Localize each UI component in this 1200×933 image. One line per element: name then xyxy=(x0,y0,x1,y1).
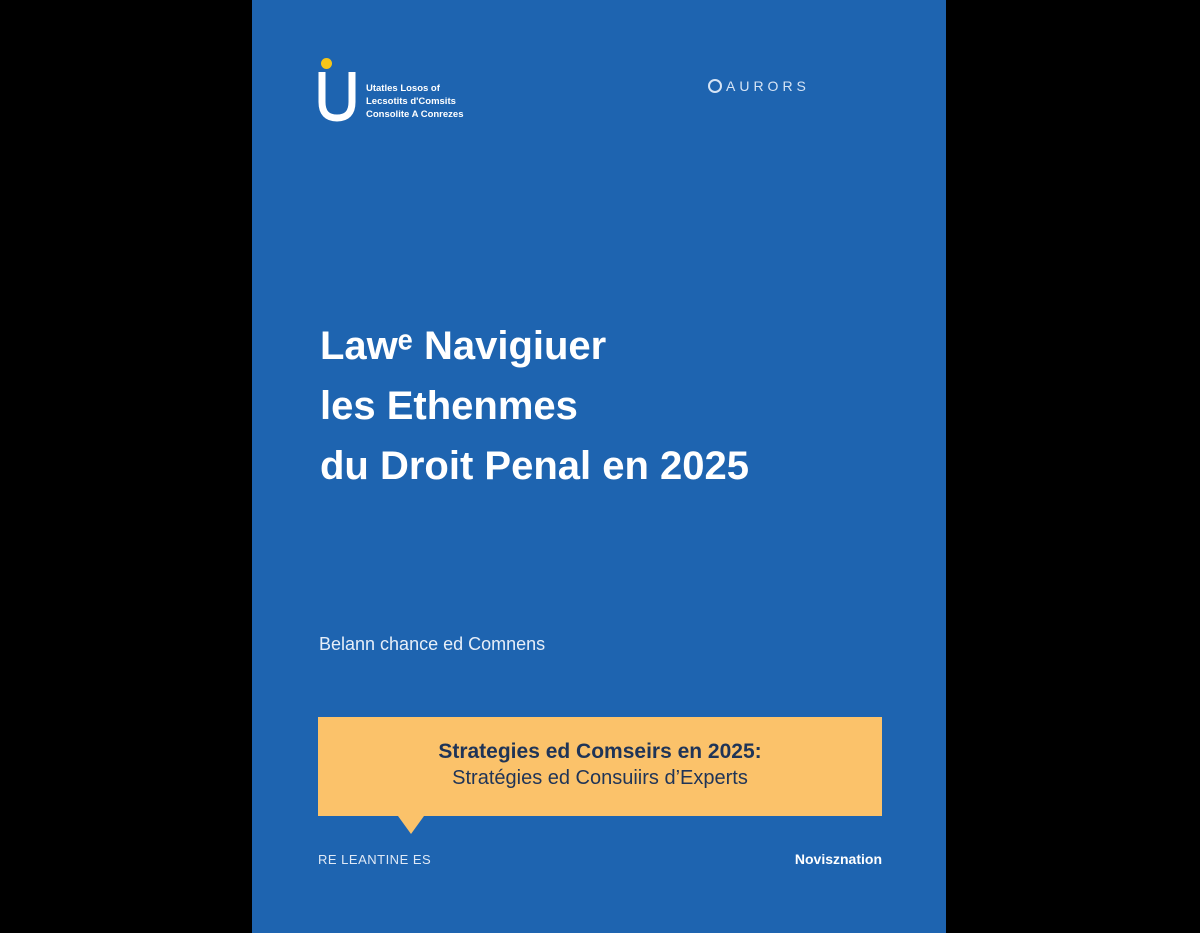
logo-dot xyxy=(321,58,332,69)
publisher-name-line: Lecsotits d'Comsits xyxy=(366,96,456,107)
cover-title-line: Lawᵉ Navigiuer xyxy=(320,324,607,368)
cover-title-line: les Ethenmes xyxy=(320,384,578,428)
callout-subtitle: Stratégies ed Consuiirs d’Experts xyxy=(452,767,748,789)
callout-title: Strategies ed Comseirs en 2025: xyxy=(438,740,762,763)
publisher-name xyxy=(366,82,463,121)
callout-box xyxy=(318,717,882,816)
brand-label: AURORS xyxy=(726,78,810,94)
university-u-logo-icon xyxy=(318,58,358,126)
callout-pointer xyxy=(398,816,424,834)
publisher-logo xyxy=(318,58,463,126)
cover-subtitle: Belann chance ed Comnens xyxy=(319,634,546,654)
logo-u-shape xyxy=(318,72,356,122)
circle-ring-icon xyxy=(708,79,722,93)
book-cover xyxy=(252,0,946,933)
brand-mark xyxy=(708,78,810,94)
publisher-name-line: Utatles Losos of xyxy=(366,83,440,94)
cover-title-line: du Droit Penal en 2025 xyxy=(320,444,750,488)
footer-series-label: RE LEANTINE ES xyxy=(318,852,432,867)
cover-title xyxy=(320,316,920,496)
publisher-name-line: Consolite A Conrezes xyxy=(366,109,464,120)
footer-imprint: Novisznation xyxy=(794,851,882,867)
